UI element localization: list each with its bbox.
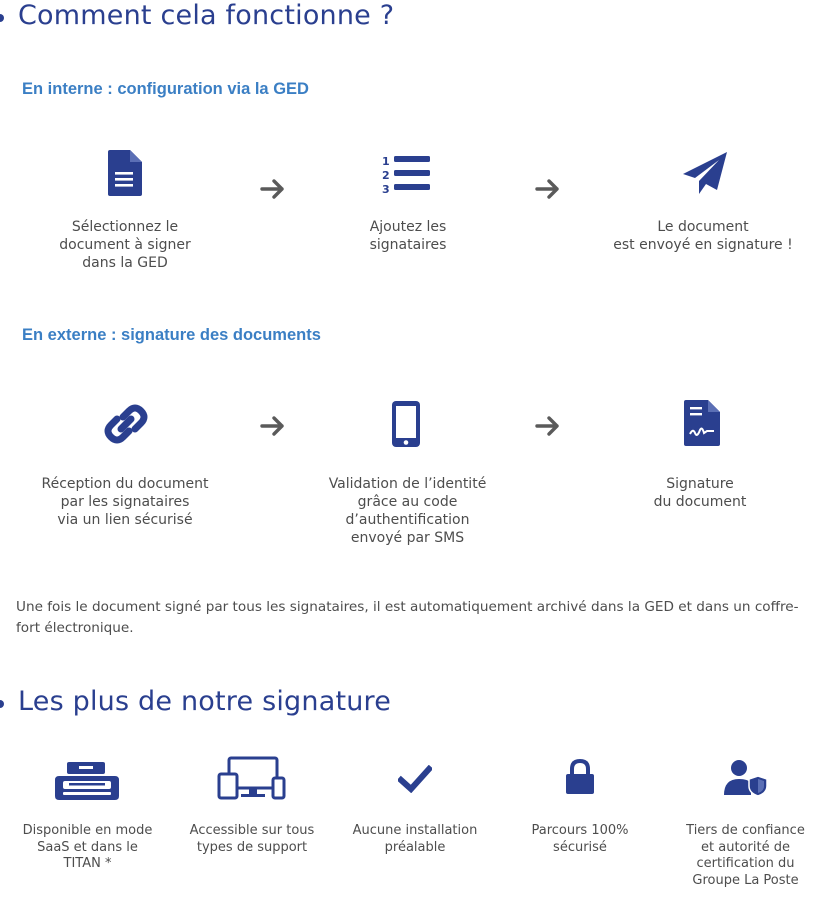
internal-step-label: Le document est envoyé en signature ! bbox=[613, 219, 793, 253]
signed-document-icon bbox=[684, 400, 720, 446]
checkmark-icon bbox=[398, 765, 432, 793]
internal-step-label: Ajoutez les signataires bbox=[369, 219, 447, 253]
numbered-list-icon bbox=[382, 154, 432, 194]
internal-step-add-signers bbox=[318, 150, 498, 275]
svg-text:1: 1 bbox=[382, 155, 390, 168]
external-step-label: Réception du document par les signataires via un lien sécurisé bbox=[41, 476, 209, 528]
title-bullet bbox=[0, 14, 4, 22]
saas-server-icon bbox=[55, 762, 119, 802]
arrow-right-icon bbox=[535, 179, 561, 199]
multi-device-icon bbox=[217, 756, 287, 800]
padlock-icon bbox=[565, 759, 595, 795]
internal-heading: En interne : configuration via la GED bbox=[22, 80, 309, 98]
arrow-right-icon bbox=[535, 416, 561, 436]
summary-text: Une fois le document signé par tous les signataires, il est automatiquement archivé dans la GED et dans un coffre-fort électronique. bbox=[16, 599, 799, 636]
external-step-validate bbox=[305, 400, 510, 550]
external-heading: En externe : signature des documents bbox=[22, 326, 321, 344]
arrow-right-icon bbox=[260, 416, 286, 436]
svg-text:3: 3 bbox=[382, 183, 390, 194]
advantage-no-install bbox=[340, 762, 490, 892]
advantage-multi-device bbox=[172, 762, 332, 892]
internal-step-select-document bbox=[35, 150, 215, 275]
advantage-saas bbox=[10, 762, 165, 892]
advantage-label: Disponible en mode SaaS et dans le TITAN * bbox=[22, 823, 153, 871]
advantage-label: Parcours 100% sécurisé bbox=[531, 823, 629, 855]
advantage-trust bbox=[668, 762, 823, 892]
advantage-label: Tiers de confiance et autorité de certification du Groupe La Poste bbox=[686, 823, 805, 888]
arrow-right-icon bbox=[260, 179, 286, 199]
internal-step-label: Sélectionnez le document à signer dans la GED bbox=[59, 219, 191, 271]
external-step-label: Signature du document bbox=[653, 476, 747, 510]
svg-text:2: 2 bbox=[382, 169, 390, 182]
advantage-label: Aucune installation préalable bbox=[352, 823, 478, 855]
link-icon bbox=[102, 400, 150, 448]
document-icon bbox=[108, 150, 142, 196]
external-step-receive bbox=[25, 400, 225, 535]
title-bullet bbox=[0, 700, 4, 708]
advantage-label: Accessible sur tous types de support bbox=[189, 823, 315, 855]
section-title-how-it-works: Comment cela fonctionne ? bbox=[18, 0, 395, 31]
internal-step-sent bbox=[598, 150, 808, 275]
section-title-advantages: Les plus de notre signature bbox=[18, 686, 392, 717]
advantage-secure bbox=[505, 762, 655, 892]
paper-plane-icon bbox=[681, 150, 729, 198]
user-shield-icon bbox=[724, 759, 768, 797]
smartphone-icon bbox=[391, 400, 421, 448]
external-step-label: Validation de l’identité grâce au code d’authentification envoyé par SMS bbox=[328, 476, 487, 546]
external-step-signature bbox=[605, 400, 795, 535]
